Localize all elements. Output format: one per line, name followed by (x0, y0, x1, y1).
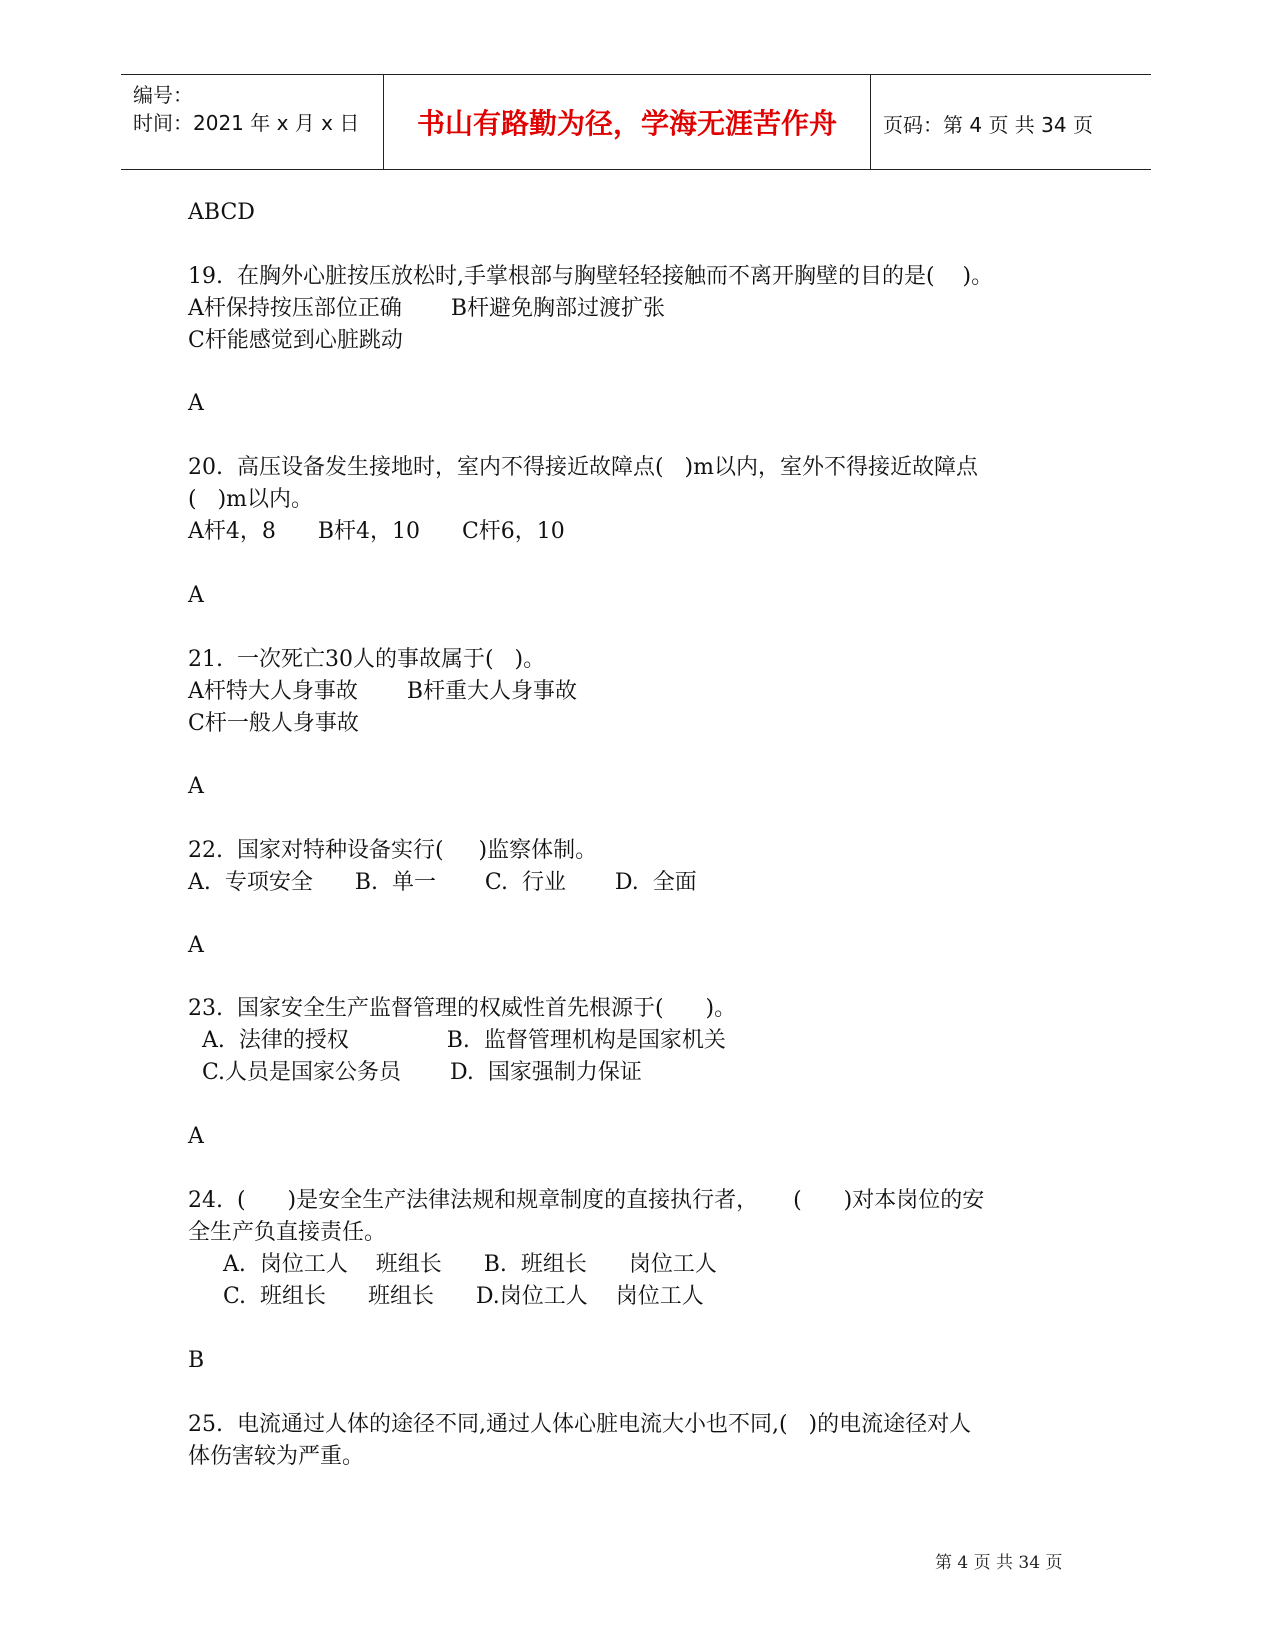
answer-line: B (188, 1348, 205, 1373)
question-23-options: C.人员是国家公务员 D. 国家强制力保证 (188, 1060, 642, 1085)
question-24-cont: 全生产负直接责任。 (188, 1220, 387, 1245)
question-25-cont: 体伤害较为严重。 (188, 1444, 365, 1469)
page-footer: 第 4 页 共 34 页 (935, 1553, 1063, 1573)
question-21-options: A杆特大人身事故 B杆重大人身事故 (188, 679, 578, 704)
header-page-cell (871, 75, 1151, 169)
question-22-options: A. 专项安全 B. 单一 C. 行业 D. 全面 (188, 870, 697, 895)
question-20-cont: ( )m以内。 (188, 487, 314, 512)
question-24-options: A. 岗位工人 班组长 B. 班组长 岗位工人 (188, 1252, 717, 1277)
answer-line: ABCD (188, 200, 255, 225)
answer-line: A (188, 774, 204, 799)
answer-line: A (188, 1124, 204, 1149)
question-21: 21. 一次死亡30人的事故属于( )。 (188, 647, 546, 672)
header-motto-cell (384, 75, 871, 169)
question-25: 25. 电流通过人体的途径不同,通过人体心脏电流大小也不同,( )的电流途径对人 (188, 1412, 972, 1437)
question-20: 20. 高压设备发生接地时，室内不得接近故障点( )m以内，室外不得接近故障点 (188, 455, 978, 480)
question-22: 22. 国家对特种设备实行( )监察体制。 (188, 838, 598, 863)
question-19: 19. 在胸外心脏按压放松时,手掌根部与胸壁轻轻接触而不离开胸壁的目的是( )。 (188, 264, 994, 289)
answer-line: A (188, 583, 204, 608)
question-19-options: A杆保持按压部位正确 B杆避免胸部过渡扩张 (188, 296, 666, 321)
page-label: 页码：第 4 页 共 34 页 (883, 113, 1093, 137)
answer-line: A (188, 933, 204, 958)
question-19-options: C杆能感觉到心脏跳动 (188, 328, 403, 353)
serial-label: 编号： (133, 83, 193, 107)
question-23: 23. 国家安全生产监督管理的权威性首先根源于( )。 (188, 996, 737, 1021)
motto: 书山有路勤为径，学海无涯苦作舟 (416, 107, 837, 140)
time-label: 时间：2021 年 x 月 x 日 (133, 111, 360, 135)
question-21-options: C杆一般人身事故 (188, 711, 359, 736)
question-24: 24. ( )是安全生产法律法规和规章制度的直接执行者， ( )对本岗位的安 (188, 1188, 985, 1213)
question-20-options: A杆4，8 B杆4，10 C杆6，10 (188, 519, 565, 544)
header-info-cell (121, 75, 384, 169)
question-23-options: A. 法律的授权 B. 监督管理机构是国家机关 (188, 1028, 726, 1053)
answer-line: A (188, 391, 204, 416)
question-24-options: C. 班组长 班组长 D.岗位工人 岗位工人 (188, 1284, 704, 1309)
header-table (121, 74, 1151, 170)
